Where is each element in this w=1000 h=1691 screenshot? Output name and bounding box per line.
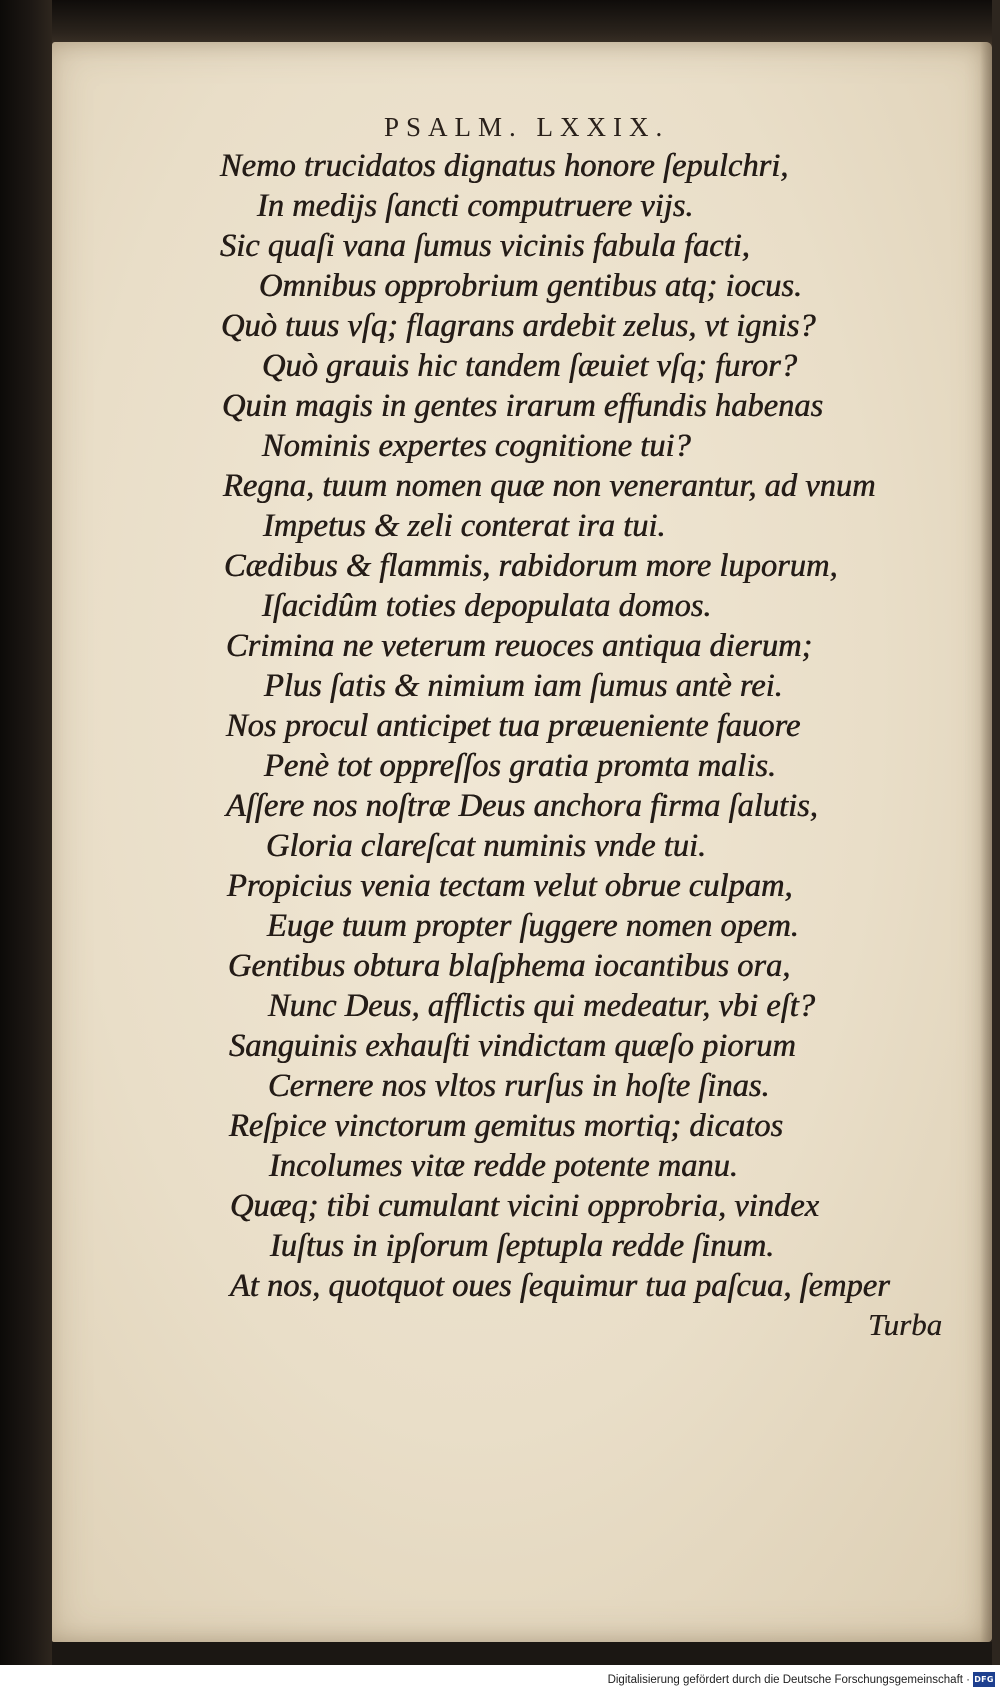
verse-line: Iuſtus in ipſorum ſeptupla redde ſinum. (270, 1228, 775, 1264)
verse-line: Propicius venia tectam velut obrue culpam, (227, 868, 793, 904)
verse-line: Gloria clareſcat numinis vnde tui. (266, 828, 707, 864)
verse-line: Sanguinis exhauſti vindictam quæſo piorum (229, 1028, 796, 1064)
verse-line: Nos procul anticipet tua præueniente fauore (226, 708, 801, 744)
dfg-logo-icon: DFG (973, 1672, 995, 1687)
verse-line: At nos, quotquot oues ſequimur tua paſcua, ſemper (230, 1268, 890, 1304)
verse-line: Gentibus obtura blaſphema iocantibus ora, (228, 948, 791, 984)
verse-line: Iſacidûm toties depopulata domos. (262, 588, 712, 624)
verse-line: Quò grauis hic tandem ſæuiet vſq; furor? (262, 348, 798, 384)
verse-line: Quò tuus vſq; flagrans ardebit zelus, vt ignis? (221, 308, 816, 344)
verse-line: Quæq; tibi cumulant vicini opprobria, vindex (230, 1188, 820, 1224)
verse-line: Regna, tuum nomen quæ non venerantur, ad vnum (223, 468, 876, 504)
verse-line: Euge tuum propter ſuggere nomen opem. (267, 908, 799, 944)
verse-line: In medijs ſancti computruere vijs. (257, 188, 694, 224)
verse-line: Omnibus opprobrium gentibus atq; iocus. (259, 268, 803, 304)
scan-right-edge (992, 0, 1000, 1691)
footer-strip (0, 1665, 1000, 1691)
verse-line: Penè tot oppreſſos gratia promta malis. (264, 748, 777, 784)
catchword: Turba (868, 1307, 943, 1342)
verse-line: Sic quaſi vana ſumus vicinis fabula facti, (220, 228, 750, 264)
scan-top-edge (0, 0, 1000, 46)
verse-line: Nunc Deus, afflictis qui medeatur, vbi eſt? (268, 988, 816, 1024)
digitization-credit: Digitalisierung gefördert durch die Deutsche Forschungsgemeinschaft · (607, 1674, 970, 1686)
verse-line: Impetus & zeli conterat ira tui. (263, 508, 666, 544)
verse-line: Nemo trucidatos dignatus honore ſepulchri, (220, 148, 789, 184)
verse-line: Plus ſatis & nimium iam ſumus antè rei. (264, 668, 783, 704)
book-spine-shadow (0, 0, 52, 1691)
verse-line: Reſpice vinctorum gemitus mortiq; dicatos (229, 1108, 784, 1144)
book-page (52, 42, 992, 1642)
verse-line: Crimina ne veterum reuoces antiqua dierum; (226, 628, 813, 664)
verse-line: Incolumes vitæ redde potente manu. (269, 1148, 739, 1184)
verse-line: Aſſere nos noſtræ Deus anchora firma ſalutis, (226, 788, 818, 824)
verse-line: Cernere nos vltos rurſus in hoſte ſinas. (268, 1068, 770, 1104)
verse-line: Quin magis in gentes irarum effundis habenas (222, 388, 824, 424)
running-head: PSALM. LXXIX. (384, 112, 670, 142)
verse-line: Cædibus & flammis, rabidorum more luporum, (224, 548, 838, 584)
verse-line: Nominis expertes cognitione tui? (262, 428, 691, 464)
